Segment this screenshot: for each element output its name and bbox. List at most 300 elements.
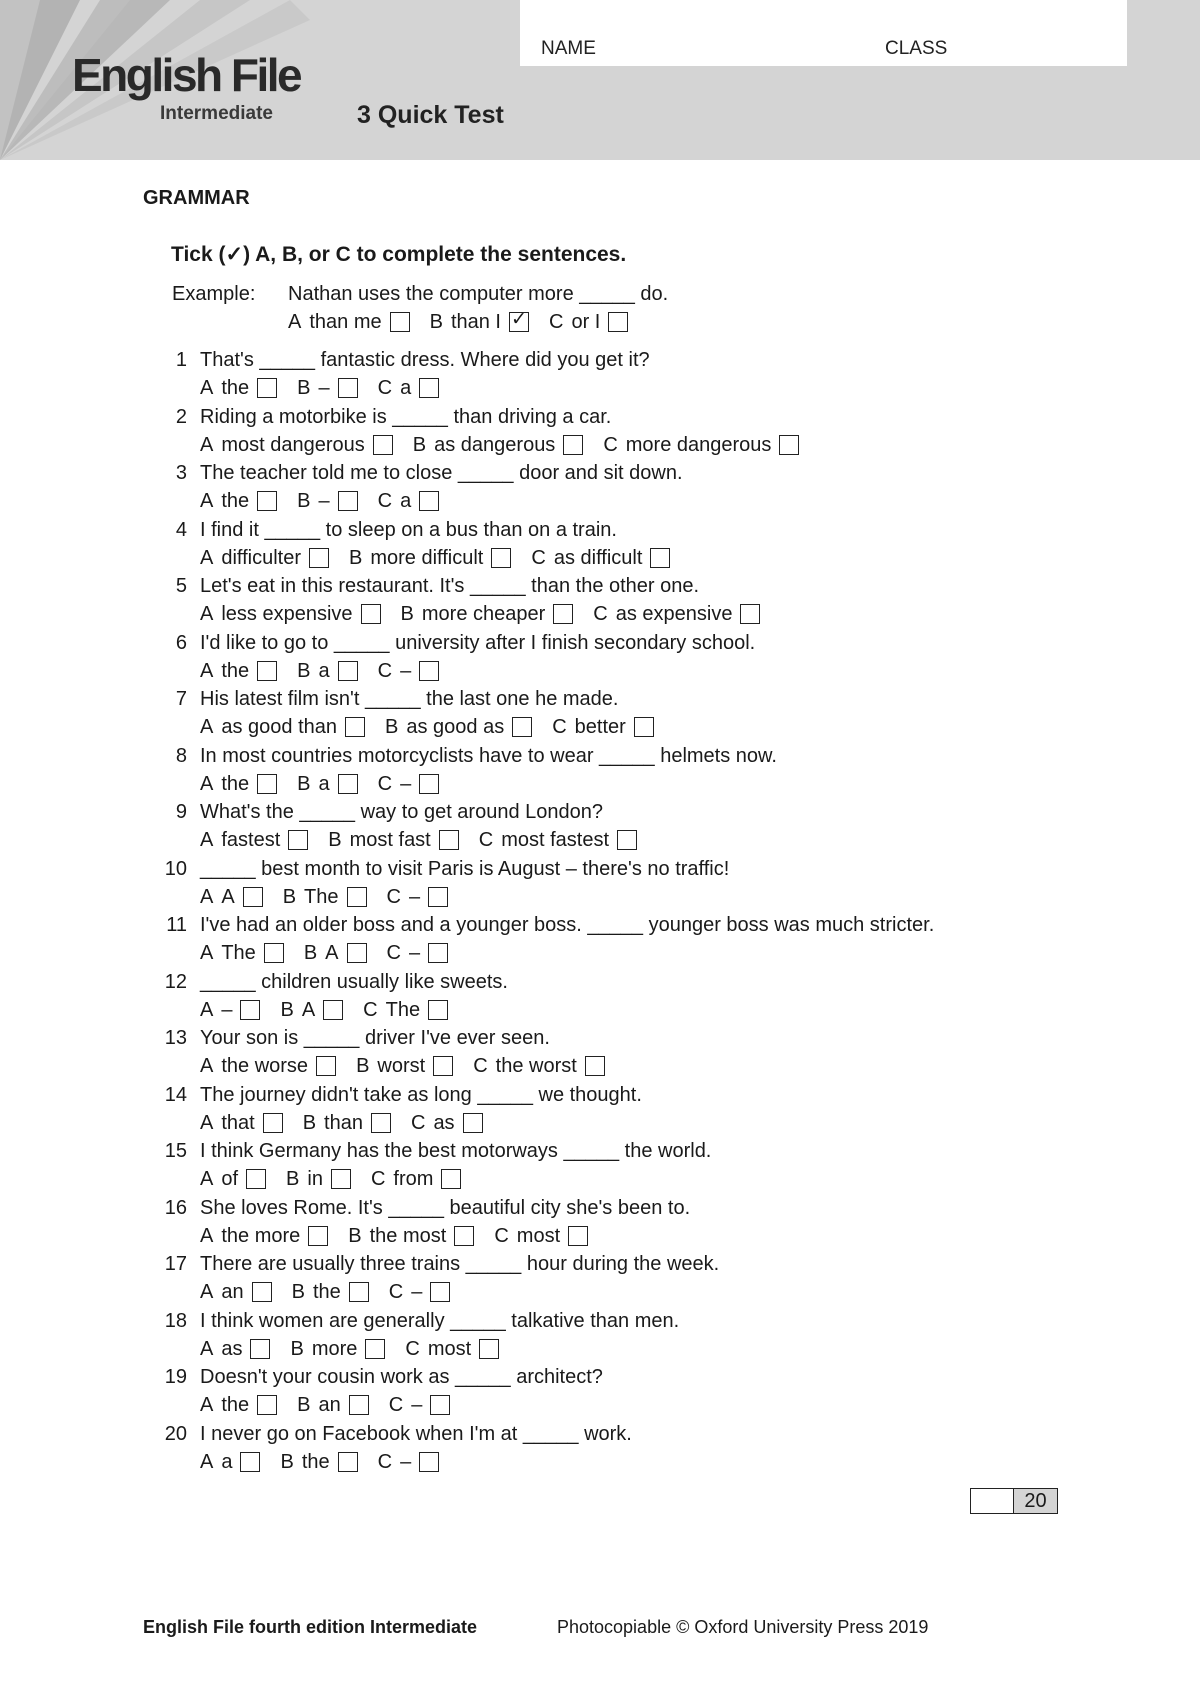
answer-options [200,1054,625,1078]
answer-options [200,376,459,400]
answer-checkbox[interactable] [338,491,358,511]
option-text: more difficult [370,547,484,569]
answer-option[interactable] [200,1450,260,1474]
example-label: Example: [172,283,256,305]
answer-option[interactable] [303,1111,391,1135]
option-letter: A [200,377,214,399]
option-text: the [221,377,250,399]
question-text: The journey didn't take as long _____ we thought. [200,1084,642,1106]
option-text: from [393,1168,434,1190]
option-letter: B [303,942,318,964]
answer-checkbox[interactable] [309,548,329,568]
answer-option[interactable] [200,941,284,965]
option-letter: B [280,999,294,1021]
option-letter: B [280,1451,294,1473]
answer-options [200,1280,470,1304]
answer-option[interactable] [200,659,277,683]
option-text: worst [377,1055,426,1077]
option-text: – [411,1394,423,1416]
option-letter: A [200,829,214,851]
answer-option[interactable] [200,1393,277,1417]
question-number: 15 [164,1140,187,1162]
answer-checkbox[interactable] [463,1113,483,1133]
question-number: 3 [175,462,187,484]
answer-checkbox[interactable] [650,548,670,568]
answer-options [200,1450,459,1474]
option-text: a [400,490,412,512]
answer-option[interactable] [401,602,574,626]
answer-option[interactable] [200,1337,270,1361]
answer-options [200,998,468,1022]
answer-checkbox[interactable] [361,604,381,624]
option-text: more cheaper [421,603,546,625]
option-text: A [221,886,235,908]
answer-checkbox[interactable] [512,717,532,737]
question-text: Let's eat in this restaurant. It's _____ than the other one. [200,575,700,597]
option-text: – [400,1451,412,1473]
answer-option[interactable] [200,998,260,1022]
answer-option[interactable] [405,1337,499,1361]
question-number: 5 [175,575,187,597]
option-text: – [408,886,421,908]
question-number: 17 [164,1253,187,1275]
answer-option[interactable] [286,1167,351,1191]
question-number: 1 [175,349,187,371]
option-letter: C [377,1451,393,1473]
answer-checkbox[interactable] [419,1452,439,1472]
option-letter: A [200,1225,214,1247]
option-letter: B [297,377,311,399]
option-letter: B [412,434,427,456]
score-input[interactable] [970,1488,1014,1514]
answer-checkbox[interactable] [740,604,760,624]
answer-option[interactable] [363,998,448,1022]
answer-checkbox[interactable] [419,378,439,398]
option-letter: A [200,999,214,1021]
option-text: as expensive [615,603,733,625]
answer-option[interactable] [200,376,277,400]
header-banner [0,0,1200,160]
answer-option[interactable] [288,310,410,334]
option-letter: A [200,1281,214,1303]
answer-option[interactable] [348,1224,474,1248]
option-text: – [318,377,330,399]
answer-checkbox[interactable] [563,435,583,455]
answer-option[interactable] [200,772,277,796]
answer-options [288,310,648,334]
answer-checkbox[interactable] [479,1339,499,1359]
answer-option[interactable] [297,376,357,400]
answer-options [200,602,780,626]
option-text: most fastest [501,829,610,851]
question-text: Your son is _____ driver I've ever seen. [200,1027,550,1049]
question-text: That's _____ fantastic dress. Where did you get it? [200,349,650,371]
answer-checkbox[interactable] [345,717,365,737]
option-letter: B [297,773,311,795]
option-letter: A [200,490,214,512]
instruction: Tick (✓) A, B, or C to complete the sentences. [171,243,627,266]
answer-option[interactable] [552,715,654,739]
answer-option[interactable] [297,489,357,513]
option-text: A [325,942,339,964]
answer-options [200,546,690,570]
logo-subtitle: Intermediate [160,103,273,124]
name-label: NAME [541,38,596,59]
answer-checkbox[interactable] [585,1056,605,1076]
option-text: – [400,660,412,682]
question-text: The teacher told me to close _____ door and sit down. [200,462,683,484]
logo-title: English File [72,49,301,101]
option-text: most fast [349,829,431,851]
option-letter: B [400,603,414,625]
option-text: as [433,1112,455,1134]
option-text: more dangerous [625,434,772,456]
answer-checkbox[interactable] [349,1395,369,1415]
question-number: 8 [175,745,187,767]
question-number: 16 [164,1197,187,1219]
option-text: most dangerous [221,434,365,456]
answer-option[interactable] [473,1054,605,1078]
answer-checkbox[interactable] [553,604,573,624]
answer-options [200,828,657,852]
answer-checkbox[interactable] [491,548,511,568]
option-letter: A [200,773,214,795]
option-text: – [318,490,330,512]
option-letter: C [603,434,618,456]
answer-checkbox[interactable] [250,1339,270,1359]
answer-checkbox[interactable] [454,1226,474,1246]
option-text: of [221,1168,239,1190]
answer-checkbox[interactable] [433,1056,453,1076]
answer-checkbox[interactable] [308,1226,328,1246]
option-letter: A [200,1451,214,1473]
option-text: as dangerous [434,434,556,456]
option-letter: B [291,1281,305,1303]
option-text: a [221,1451,233,1473]
answer-option[interactable] [200,602,381,626]
option-letter: C [386,886,401,908]
answer-checkbox[interactable] [338,774,358,794]
option-letter: B [302,1112,317,1134]
option-text: The [221,942,256,964]
option-letter: B [349,547,363,569]
option-letter: B [282,886,297,908]
answer-option[interactable] [389,1280,451,1304]
question-text: Doesn't your cousin work as _____ architect? [200,1366,603,1388]
option-letter: C [552,716,567,738]
option-letter: B [328,829,342,851]
option-text: the most [369,1225,447,1247]
question-text: I've had an older boss and a younger boss. _____ younger boss was much stricter. [200,914,935,936]
answer-options [200,1337,519,1361]
option-text: most [516,1225,561,1247]
option-letter: A [200,1112,214,1134]
answer-checkbox[interactable] [430,1395,450,1415]
option-letter: C [410,1112,426,1134]
answer-option[interactable] [200,546,329,570]
answer-options [200,715,674,739]
option-letter: A [200,434,214,456]
option-letter: C [549,311,564,333]
option-text: as difficult [553,547,643,569]
option-text: in [307,1168,323,1190]
answer-checkbox[interactable] [257,491,277,511]
answer-checkbox[interactable] [288,830,308,850]
answer-checkbox[interactable] [349,1282,369,1302]
question-text: I think Germany has the best motorways _____ the world. [200,1140,712,1162]
option-text: that [221,1112,255,1134]
option-letter: A [200,716,214,738]
answer-option[interactable] [280,1450,357,1474]
answer-option[interactable] [378,489,440,513]
option-text: the [312,1281,341,1303]
answer-checkbox[interactable] [419,774,439,794]
option-letter: B [297,660,311,682]
answer-checkbox[interactable] [257,661,277,681]
answer-options [200,659,459,683]
question-number: 10 [164,858,187,880]
answer-checkbox[interactable] [240,1000,260,1020]
answer-option[interactable] [549,310,628,334]
option-letter: C [377,490,393,512]
option-text: The [304,886,339,908]
option-letter: C [363,999,378,1021]
question-number: 2 [175,406,187,428]
answer-checkbox[interactable] [608,312,628,332]
option-letter: B [290,1338,304,1360]
option-letter: C [405,1338,420,1360]
answer-checkbox[interactable] [243,887,263,907]
option-text: – [408,942,421,964]
option-text: fastest [221,829,281,851]
answer-checkbox[interactable] [365,1339,385,1359]
answer-checkbox[interactable] [257,378,277,398]
question-text: I find it _____ to sleep on a bus than on a train. [200,519,617,541]
answer-option[interactable] [387,885,449,909]
answer-checkbox[interactable] [419,491,439,511]
question-text: I never go on Facebook when I'm at _____ work. [200,1423,632,1445]
answer-checkbox[interactable] [428,887,448,907]
option-text: a [400,377,412,399]
option-text: less expensive [221,603,353,625]
answer-checkbox[interactable] [257,774,277,794]
question-number: 18 [164,1310,187,1332]
answer-option[interactable] [200,1167,266,1191]
answer-checkbox[interactable] [419,661,439,681]
answer-option[interactable] [280,998,343,1022]
answer-option[interactable] [297,772,357,796]
question-number: 19 [164,1366,187,1388]
answer-option[interactable] [378,1450,440,1474]
answer-option[interactable] [292,1280,369,1304]
answer-option[interactable] [200,885,263,909]
answer-option[interactable] [411,1111,483,1135]
answer-checkbox[interactable] [779,435,799,455]
answer-option[interactable] [283,885,367,909]
question-number: 6 [175,632,187,654]
answer-checkbox[interactable] [439,830,459,850]
option-text: the [221,773,250,795]
answer-checkbox[interactable] [509,309,529,332]
answer-checkbox[interactable] [568,1226,588,1246]
answer-checkbox[interactable] [316,1056,336,1076]
answer-options [200,1393,470,1417]
option-letter: A [200,942,214,964]
answer-checkbox[interactable] [240,1452,260,1472]
answer-option[interactable] [200,1224,328,1248]
option-text: difficulter [221,547,302,569]
option-letter: C [377,773,393,795]
option-letter: B [297,490,311,512]
option-letter: B [429,311,443,333]
option-text: an [221,1281,244,1303]
option-text: the more [221,1225,301,1247]
question-number: 14 [164,1084,187,1106]
test-title: 3 Quick Test [357,101,504,129]
option-text: the [301,1451,330,1473]
answer-option[interactable] [603,433,799,457]
answer-option[interactable] [413,433,584,457]
answer-checkbox[interactable] [323,1000,343,1020]
option-text: than I [450,311,501,333]
answer-checkbox[interactable] [430,1282,450,1302]
option-text: as good than [221,716,337,738]
answer-options [200,1167,481,1191]
question-text: What's the _____ way to get around London? [200,801,603,823]
option-letter: C [494,1225,509,1247]
answer-option[interactable] [200,1111,283,1135]
option-text: a [318,660,330,682]
question-number: 9 [175,801,187,823]
score-total: 20 [1014,1488,1058,1514]
option-letter: A [200,1394,214,1416]
answer-checkbox[interactable] [371,1113,391,1133]
answer-option[interactable] [356,1054,453,1078]
option-letter: B [348,1225,362,1247]
section-heading: GRAMMAR [143,187,250,209]
option-text: the [221,1394,250,1416]
answer-option[interactable] [200,828,308,852]
option-letter: A [200,1338,214,1360]
option-letter: A [200,547,214,569]
answer-option[interactable] [494,1224,588,1248]
option-letter: C [388,1394,404,1416]
answer-option[interactable] [479,828,637,852]
answer-checkbox[interactable] [634,717,654,737]
option-letter: A [200,660,214,682]
question-text: _____ children usually like sweets. [200,971,508,993]
answer-checkbox[interactable] [264,943,284,963]
answer-option[interactable] [200,715,365,739]
option-letter: C [473,1055,488,1077]
option-text: an [318,1394,341,1416]
question-number: 11 [166,914,187,936]
question-text: I think women are generally _____ talkative than men. [200,1310,680,1332]
answer-option[interactable] [378,659,440,683]
option-text: a [318,773,330,795]
answer-options [200,433,819,457]
question-text: Riding a motorbike is _____ than driving a car. [200,406,612,428]
option-letter: A [200,1055,214,1077]
answer-option[interactable] [371,1167,461,1191]
question-text: She loves Rome. It's _____ beautiful city she's been to. [200,1197,691,1219]
answer-checkbox[interactable] [347,943,367,963]
answer-checkbox[interactable] [257,1395,277,1415]
option-letter: A [200,1168,214,1190]
footer-copyright: Photocopiable © Oxford University Press 2019 [557,1617,929,1637]
answer-option[interactable] [378,376,440,400]
question-text: _____ best month to visit Paris is August – there's no traffic! [200,858,730,880]
option-letter: C [370,1168,386,1190]
answer-option[interactable] [385,715,532,739]
answer-options [200,772,459,796]
option-letter: C [593,603,608,625]
answer-option[interactable] [304,941,367,965]
answer-checkbox[interactable] [338,661,358,681]
answer-option[interactable] [328,828,458,852]
answer-checkbox[interactable] [428,1000,448,1020]
answer-option[interactable] [290,1337,385,1361]
answer-option[interactable] [593,602,760,626]
answer-checkbox[interactable] [617,830,637,850]
answer-option[interactable] [387,941,449,965]
option-letter: A [200,886,214,908]
option-text: – [400,773,412,795]
answer-checkbox[interactable] [338,378,358,398]
answer-option[interactable] [200,433,393,457]
option-letter: C [478,829,494,851]
example-sentence: Nathan uses the computer more _____ do. [288,283,669,305]
answer-option[interactable] [378,772,440,796]
answer-checkbox[interactable] [347,887,367,907]
answer-option[interactable] [297,659,357,683]
name-class-box[interactable] [520,0,1127,66]
option-text: the [221,660,250,682]
option-text: or I [571,311,601,333]
answer-checkbox[interactable] [252,1282,272,1302]
question-text: In most countries motorcyclists have to wear _____ helmets now. [200,745,777,767]
option-letter: C [386,942,401,964]
answer-checkbox[interactable] [338,1452,358,1472]
answer-checkbox[interactable] [331,1169,351,1189]
option-text: as good as [406,716,505,738]
option-text: the [221,490,250,512]
option-text: A [301,999,316,1021]
answer-option[interactable] [200,1280,272,1304]
answer-option[interactable] [200,1054,336,1078]
answer-option[interactable] [389,1393,451,1417]
answer-checkbox[interactable] [263,1113,283,1133]
answer-checkbox[interactable] [441,1169,461,1189]
answer-option[interactable] [531,546,670,570]
question-text: His latest film isn't _____ the last one he made. [200,688,619,710]
answer-option[interactable] [200,489,277,513]
answer-options [200,885,468,909]
option-letter: A [200,603,214,625]
answer-checkbox[interactable] [246,1169,266,1189]
option-letter: C [377,660,393,682]
answer-checkbox[interactable] [428,943,448,963]
answer-option[interactable] [297,1393,369,1417]
option-text: the worse [221,1055,309,1077]
answer-checkbox[interactable] [390,312,410,332]
answer-checkbox[interactable] [373,435,393,455]
answer-option[interactable] [430,310,529,334]
question-number: 13 [164,1027,187,1049]
option-text: – [411,1281,423,1303]
answer-option[interactable] [349,546,511,570]
option-letter: C [388,1281,404,1303]
